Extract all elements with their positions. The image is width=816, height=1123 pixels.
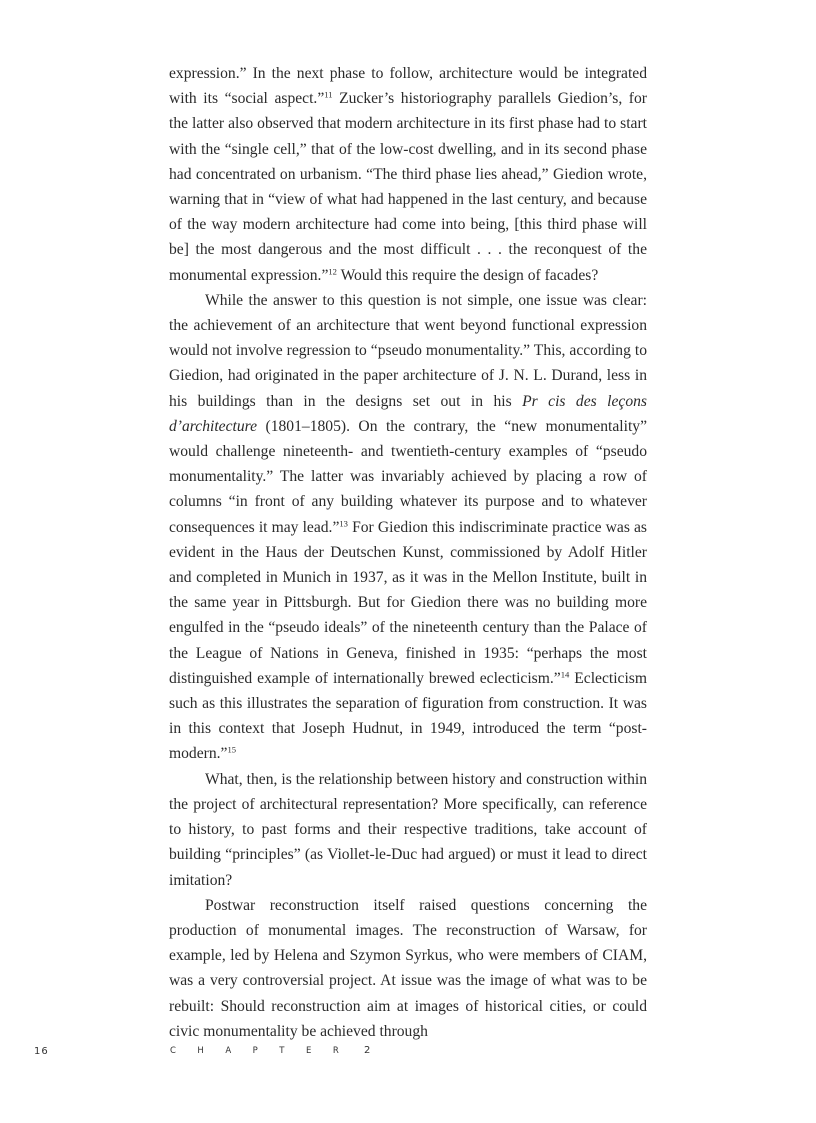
paragraph-4: Postwar reconstruction itself raised questions concerning the production of monumental images. The reconstruction of Warsaw, for example, led by Helena and Szymon Syrkus, who were members of CIAM, was a very controversial project. At issue was the image of what was to be rebuilt: Should reconstruction aim at images of historical cities, or could civic monumentality be achieved through (169, 896, 647, 1040)
footnote-marker: 15 (227, 744, 237, 755)
footnote-marker: 12 (328, 266, 337, 277)
footnote-marker: 14 (560, 669, 570, 680)
body-text (169, 61, 647, 1044)
paragraph-1: expression.” In the next phase to follow, architecture would be integrated with its “social aspect.”$^{11}$ Zucker’s historiography parallels Giedion’s, for the latter also observed that modern architecture in its first phase had to start with the “single cell,” that of the low-cost dwelling, and in its second phase had concentrated on urbanism. “The third phase lies ahead,” Giedion wrote, warning that in “view of what had happened in the last century, and because of the way modern architecture had come into being, [this third phase will be] the most dangerous and the most difficult . . . the reconquest of the monumental expression.”$^{12}$ Would this require the design of facades? (169, 65, 647, 284)
paragraph-2: While the answer to this question is not simple, one issue was clear: the achievement of an architecture that went beyond functional expression would not involve regression to “pseudo monumentality.” This, according to Giedion, had originated in the paper architecture of J. N. L. Durand, less in his buildings than in the designs set out in his Pr cis des leçons d’architecture (1801–1805). On the contrary, the “new monumentality” would challenge nineteenth- and twentieth-century examples of “pseudo monumentality.” The latter was invariably achieved by placing a row of columns “in front of any building whatever its purpose and to whatever consequences it may lead.”$^{13}$ For Giedion this indiscriminate practice was as evident in the Haus der Deutschen Kunst, commissioned by Adolf Hitler and completed in Munich in 1937, as it was in the Mellon Institute, built in the same year in Pittsburgh. But for Giedion there was no building more engulfed in the “pseudo ideals” of the nineteenth century than the Palace of the League of Nations in Geneva, finished in 1935: “perhaps the most distinguished example of internationally brewed eclecticism.”$^{14}$ Eclecticism such as this illustrates the separation of figuration from construction. It was in this context that Joseph Hudnut, in 1949, introduced the term “post-modern.”$^{15}$ (169, 291, 648, 763)
chapter-number: 2 (364, 1045, 371, 1056)
footnote-marker: 13 (339, 518, 348, 529)
footnote-marker: 11 (324, 89, 333, 100)
paragraph-3: What, then, is the relationship between history and construction within the project of architectural representation? More specifically, can reference to history, to past forms and their respective traditions, take account of building “principles” (as Viollet-le-Duc had argued) or must it lead to direct imitation? (169, 770, 647, 889)
page-number: 16 (34, 1046, 49, 1057)
page-footer (0, 1046, 816, 1062)
book-title: Pr cis des leçons d’architecture (169, 392, 647, 435)
running-head: CHAPTER (170, 1046, 361, 1056)
